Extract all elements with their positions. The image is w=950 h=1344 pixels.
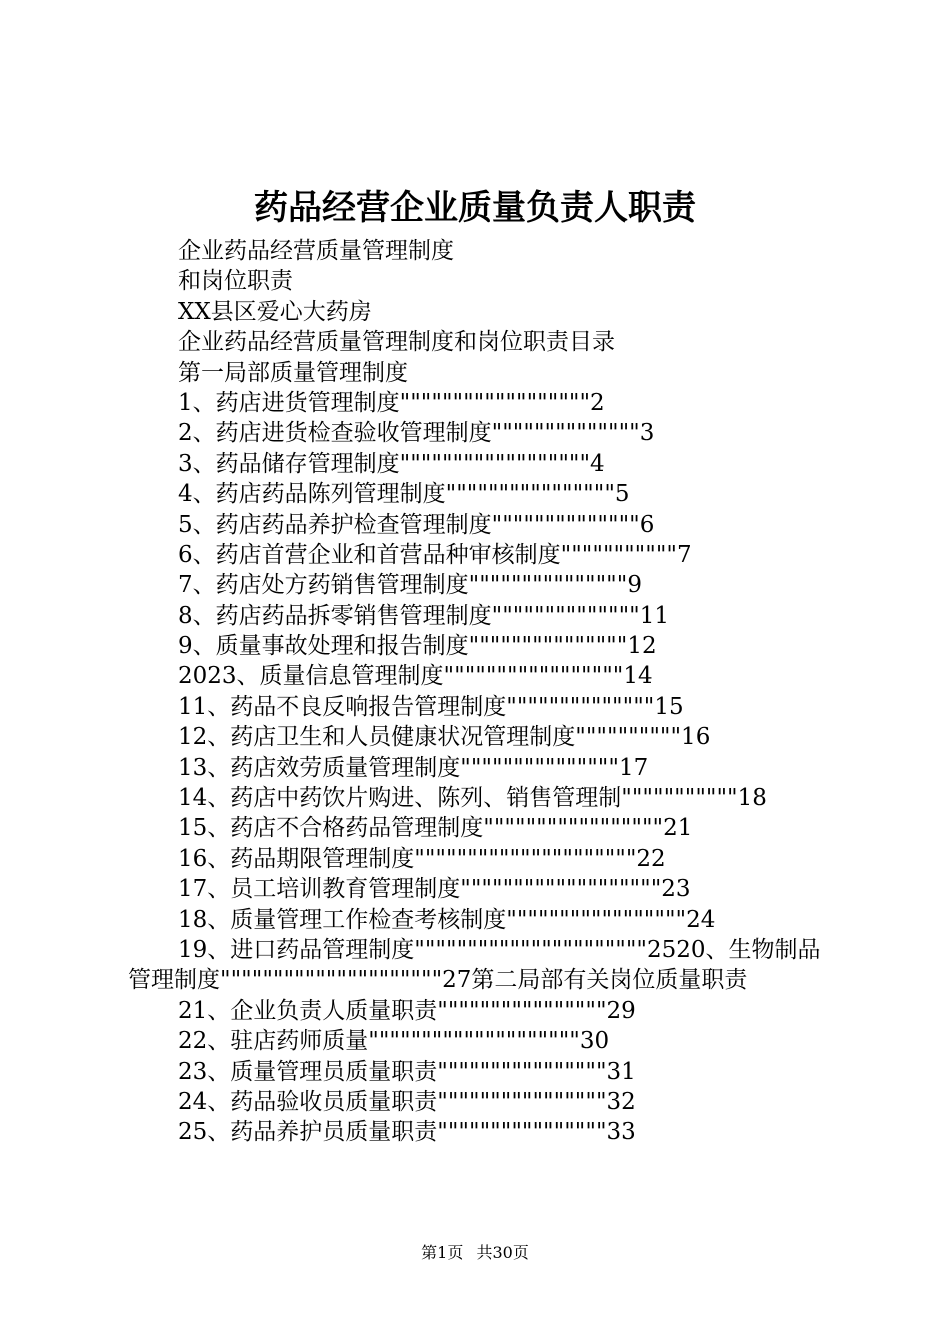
toc-entry: 4、药店药品陈列管理制度""""""""""""""""5: [178, 481, 630, 508]
toc-entry: 22、驻店药师质量""""""""""""""""""""30: [178, 1028, 610, 1055]
page-number: 第1页: [421, 1243, 464, 1262]
toc-entry: 3、药品储存管理制度""""""""""""""""""4: [178, 450, 605, 477]
page-total: 共30页: [476, 1243, 529, 1262]
page-footer: [0, 1242, 950, 1264]
toc-entry: 23、质量管理员质量职责""""""""""""""""31: [178, 1058, 636, 1085]
toc-entry: 15、药店不合格药品管理制度"""""""""""""""""21: [178, 815, 693, 842]
toc-entry: 12、药店卫生和人员健康状况管理制度""""""""""16: [178, 724, 711, 751]
document-title: 药品经营企业质量负责人职责: [254, 188, 696, 228]
toc-entry: 17、员工培训教育管理制度"""""""""""""""""""23: [178, 876, 691, 903]
body-line: 企业药品经营质量管理制度: [178, 238, 454, 264]
toc-entry: 16、药品期限管理制度"""""""""""""""""""""22: [178, 845, 666, 872]
toc-entry: 5、药店药品养护检查管理制度""""""""""""""6: [178, 511, 655, 538]
document-body: [128, 236, 833, 1148]
toc-entry: 2023、质量信息管理制度"""""""""""""""""14: [178, 663, 653, 690]
toc-entry: 13、药店效劳质量管理制度"""""""""""""""17: [178, 754, 649, 781]
toc-entry: 25、药品养护员质量职责""""""""""""""""33: [178, 1119, 636, 1146]
body-line: 和岗位职责: [178, 268, 293, 295]
toc-wrapped-paragraph: 19、进口药品管理制度""""""""""""""""""""""2520、生物制品管理制度"""""""""""""""""""""27第二局部有关岗位质量职责: [128, 936, 821, 994]
toc-section-heading: 第一局部质量管理制度: [178, 359, 408, 386]
body-line: XX县区爱心大药房: [178, 298, 372, 325]
toc-entry: 18、质量管理工作检查考核制度"""""""""""""""""24: [178, 906, 716, 933]
toc-entry: 1、药店进货管理制度""""""""""""""""""2: [178, 389, 605, 416]
toc-entry: 6、药店首营企业和首营品种审核制度"""""""""""7: [178, 541, 692, 568]
toc-entry: 21、企业负责人质量职责""""""""""""""""29: [178, 997, 636, 1024]
toc-entry: 2、药店进货检查验收管理制度""""""""""""""3: [178, 420, 655, 447]
toc-entry: 8、药店药品拆零销售管理制度""""""""""""""11: [178, 602, 670, 629]
toc-entry: 14、药店中药饮片购进、陈列、销售管理制"""""""""""18: [178, 785, 767, 812]
toc-entry: 9、质量事故处理和报告制度"""""""""""""""12: [178, 633, 657, 660]
toc-entry: 24、药品验收员质量职责""""""""""""""""32: [178, 1088, 636, 1115]
toc-entry: 11、药品不良反响报告管理制度""""""""""""""15: [178, 693, 684, 720]
toc-heading: 企业药品经营质量管理制度和岗位职责目录: [178, 329, 615, 356]
toc-entry: 7、药店处方药销售管理制度"""""""""""""""9: [178, 572, 642, 599]
